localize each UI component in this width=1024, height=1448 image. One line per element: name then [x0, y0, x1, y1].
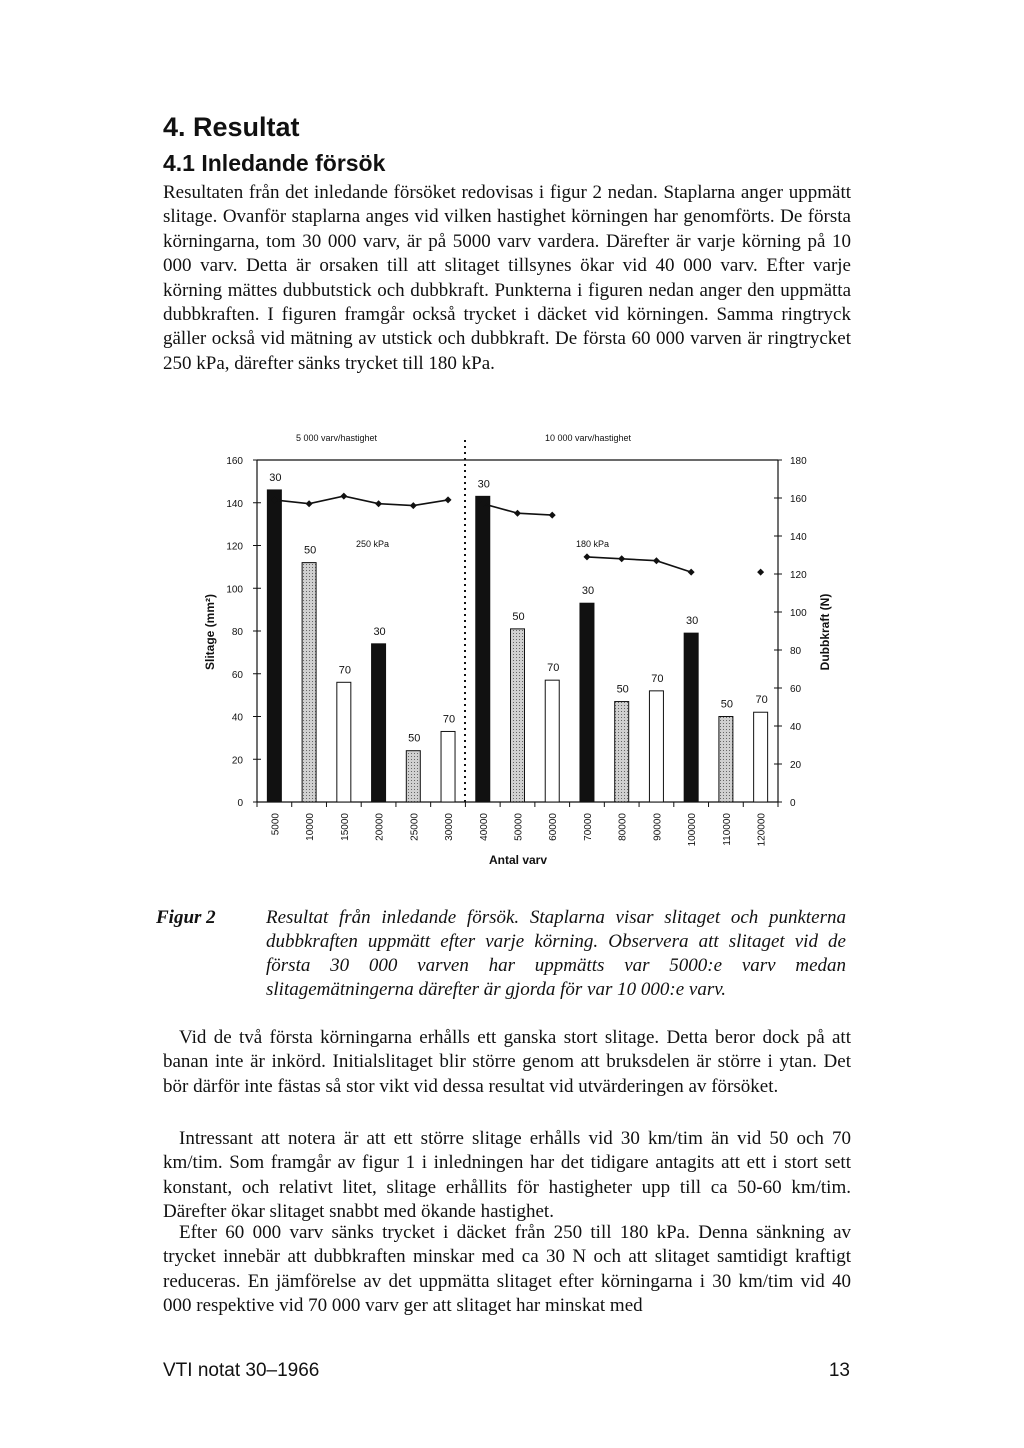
bar-20000	[372, 644, 386, 802]
bar-40000	[476, 496, 490, 802]
x-tick-label-70000: 70000	[582, 813, 594, 841]
figure-caption: Resultat från inledande försök. Staplarna visar slitaget och punkterna dubbkraften uppmätt efter varje körning. Observera att slitaget vid de första 30 000 varven har uppmätts var 5000:e varv medan slitagemätningerna därefter är gjorda för var 10 000:e varv.	[266, 907, 846, 1000]
x-tick-label-25000: 25000	[409, 813, 421, 841]
force-point-15000	[340, 493, 347, 500]
x-tick-label-20000: 20000	[374, 813, 386, 841]
bar-60000	[545, 680, 559, 802]
y2-tick-label-120: 120	[790, 570, 807, 581]
body-paragraph-3: Efter 60 000 varv sänks trycket i däcket från 250 till 180 kPa. Denna sänkning av trycket innebär att dubbkraften minskar med ca 30 N och att slitaget samtidigt kraftigt reduceras. En jämförelse av det uppmätta slitaget efter körningarna i 30 km/tim vid 40 000 respektive vid 70 000 varv ger att slitaget har minskat med	[163, 1222, 851, 1317]
y-tick-label-160: 160	[226, 456, 243, 467]
x-tick-label-100000: 100000	[687, 813, 699, 847]
bar-120000	[754, 712, 768, 802]
speed-label-20000: 30	[373, 625, 386, 638]
force-point-70000	[583, 553, 590, 560]
x-tick-label-10000: 10000	[305, 813, 317, 841]
y-tick-label-100: 100	[226, 584, 243, 596]
bar-5000	[267, 490, 281, 802]
y-tick-label-120: 120	[226, 541, 243, 553]
y2-tick-label-100: 100	[790, 608, 807, 619]
speed-label-40000: 30	[477, 478, 490, 491]
speed-label-10000: 50	[303, 544, 317, 557]
bar-10000	[302, 563, 316, 802]
force-point-120000	[757, 569, 764, 576]
y2-tick-label-0: 0	[790, 798, 796, 809]
bar-110000	[719, 717, 733, 803]
bar-80000	[615, 702, 629, 802]
x-tick-label-5000: 5000	[270, 813, 282, 836]
x-tick-label-30000: 30000	[444, 813, 456, 841]
x-axis-label: Antal varv	[488, 853, 548, 867]
x-tick-label-80000: 80000	[617, 813, 629, 841]
y2-tick-label-140: 140	[790, 532, 807, 543]
y-tick-label-80: 80	[231, 627, 243, 638]
force-point-100000	[688, 569, 695, 576]
chart-title-left: 5 000 varv/hastighet	[296, 433, 378, 443]
force-point-10000	[306, 500, 313, 507]
force-point-30000	[445, 496, 452, 503]
bar-70000	[580, 603, 594, 802]
x-tick-label-90000: 90000	[652, 813, 664, 841]
force-point-50000	[514, 510, 521, 517]
speed-label-90000: 70	[651, 672, 664, 685]
y2-tick-label-160: 160	[790, 494, 807, 505]
speed-label-30000: 70	[442, 713, 456, 726]
body-paragraph-2: Intressant att notera är att ett större slitage erhålls vid 30 km/tim än vid 50 och 70 km/tim. Som framgår av figur 1 i inledningen har det tidigare antagits att ett i stort sett konstant, och relativt litet, slitage erhållits för hastigheter upp till ca 50-60 km/tim. Därefter ökar slitaget snabbt med ökande hastighet.	[163, 1128, 851, 1223]
speed-label-70000: 30	[581, 585, 595, 598]
x-tick-label-120000: 120000	[756, 813, 768, 847]
page-number: 13	[828, 1360, 850, 1381]
bar-100000	[684, 633, 698, 802]
y2-tick-label-180: 180	[790, 456, 807, 467]
footer-report-id: VTI notat 30–1966	[163, 1360, 320, 1381]
y2-tick-label-80: 80	[790, 646, 802, 657]
figure-label: Figur 2	[156, 907, 216, 928]
speed-label-15000: 70	[338, 664, 351, 677]
intro-paragraph: Resultaten från det inledande försöket redovisas i figur 2 nedan. Staplarna anger uppmätt slitage. Ovanför staplarna anges vid vilken hastighet körningen har genomförts. De första körningarna, tom 30 000 varv, är på 5000 varv vardera. Därefter är varje körning på 10 000 varv. Detta är orsaken till att slitaget tillsynes ökar vid 40 000 varv. Efter varje körning mättes dubbutstick och dubbkraft. Punkterna i figuren nedan anger den uppmätta dubbkraften. I figuren framgår också trycket i däcket vid körningen. Samma ringtryck gäller också vid mätning av utstick och dubbkraft. De första 60 000 varven är ringtrycket 250 kPa, därefter sänks trycket till 180 kPa.	[163, 182, 851, 374]
y-axis-label: Slitage (mm²)	[203, 593, 217, 671]
bar-50000	[511, 629, 525, 802]
bar-15000	[337, 682, 351, 802]
x-tick-label-50000: 50000	[513, 813, 525, 841]
pressure-low-label: 180 kPa	[576, 539, 610, 549]
pressure-high-label: 250 kPa	[356, 539, 390, 549]
subsection-heading: 4.1 Inledande försök	[163, 150, 386, 176]
bar-90000	[649, 691, 663, 802]
y2-tick-label-20: 20	[790, 760, 802, 771]
x-tick-label-110000: 110000	[721, 813, 733, 846]
speed-label-110000: 50	[720, 698, 734, 711]
force-line-segment-2	[587, 557, 691, 572]
body-paragraph-1: Vid de två första körningarna erhålls ett ganska stort slitage. Detta beror dock på att banan inte är inkörd. Initialslitaget blir större genom att bruksdelen är större i ytan. Det bör därför inte fästas så stor vikt vid dessa resultat vid utvärderingen av försöket.	[163, 1027, 851, 1097]
x-tick-label-40000: 40000	[478, 813, 490, 841]
speed-label-5000: 30	[269, 471, 282, 484]
force-point-90000	[653, 557, 660, 564]
force-line-segment-0	[274, 496, 448, 506]
bar-30000	[441, 731, 455, 802]
force-point-20000	[375, 500, 382, 507]
y-tick-label-140: 140	[226, 498, 243, 510]
speed-label-120000: 70	[755, 694, 768, 707]
speed-label-100000: 30	[686, 615, 699, 628]
x-tick-label-15000: 15000	[339, 813, 351, 841]
y2-tick-label-40: 40	[790, 722, 802, 733]
chart-title-right: 10 000 varv/hastighet	[545, 433, 632, 443]
bar-25000	[406, 751, 420, 802]
speed-label-25000: 50	[408, 732, 421, 745]
y-tick-label-60: 60	[231, 669, 243, 681]
y2-tick-label-60: 60	[790, 684, 802, 695]
y-tick-label-0: 0	[237, 798, 243, 809]
speed-label-80000: 50	[616, 683, 629, 696]
force-point-80000	[618, 555, 625, 562]
speed-label-60000: 70	[547, 662, 560, 675]
force-point-60000	[549, 512, 556, 519]
y2-axis-label: Dubbkraft (N)	[818, 593, 832, 671]
y-tick-label-20: 20	[231, 755, 243, 767]
section-heading: 4. Resultat	[163, 112, 300, 142]
speed-label-50000: 50	[512, 610, 525, 623]
y-tick-label-40: 40	[231, 712, 243, 724]
force-point-25000	[410, 502, 417, 509]
x-tick-label-60000: 60000	[548, 813, 560, 841]
